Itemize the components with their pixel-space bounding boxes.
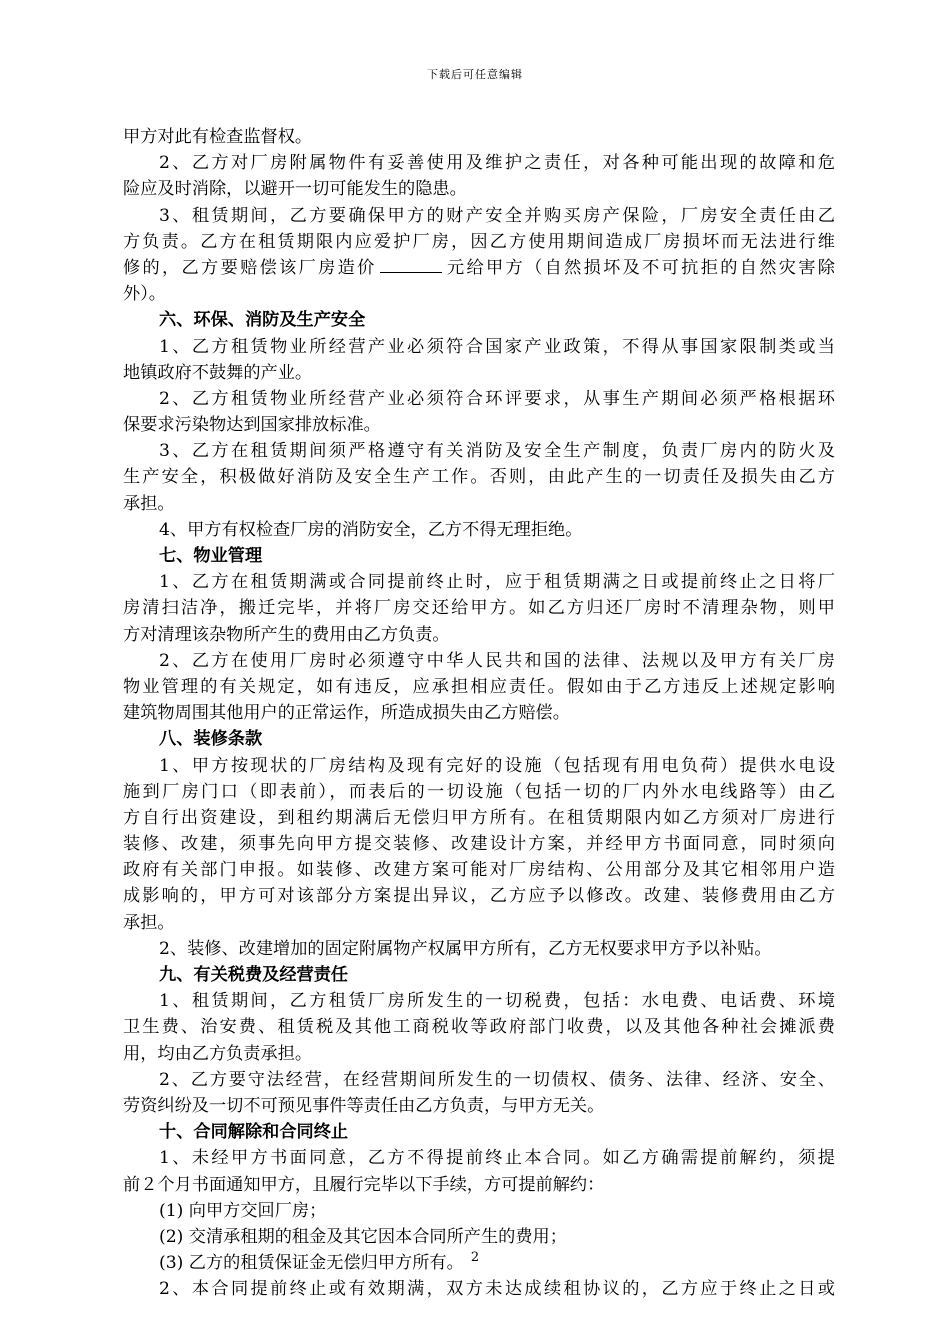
- text-line: [123, 595, 835, 621]
- line-text: 卫生费、治安费、租赁税及其他工商税收等政府部门收费，以及其他各种社会摊派费: [123, 1017, 835, 1038]
- text-line: [123, 229, 835, 255]
- text-line: [123, 857, 835, 883]
- line-text: 物业管理的有关规定，如有违反，应承担相应责任。假如由于乙方违反上述规定影响: [123, 676, 835, 697]
- text-line: [123, 622, 835, 648]
- line-text: 1、甲方按现状的厂房结构及现有完好的设施（包括现有用电负荷）提供水电设: [159, 755, 835, 776]
- line-text: 前２个月书面通知甲方，且履行完毕以下手续，方可提前解约：: [123, 1174, 605, 1195]
- text-line: [123, 360, 835, 386]
- text-line: [123, 203, 835, 229]
- line-text: 甲方对此有检查监督权。: [123, 127, 313, 147]
- text-line: [123, 1198, 835, 1224]
- text-line: [123, 491, 835, 517]
- line-text: 险应及时消除，以避开一切可能发生的隐患。: [123, 179, 467, 200]
- text-line: [123, 831, 835, 857]
- page-header: 下载后可任意编辑: [427, 68, 523, 81]
- line-text: 方负责。乙方在租赁期限内应爱护厂房，因乙方使用期间造成厂房损坏而无法进行维: [123, 231, 835, 252]
- text-line: [123, 1276, 835, 1302]
- line-text: 2、乙方租赁物业所经营产业必须符合环评要求，从事生产期间必须严格根据环: [159, 388, 835, 409]
- text-line: [123, 936, 835, 962]
- text-line: [123, 805, 835, 831]
- text-line: [123, 124, 835, 150]
- line-text: 1、乙方租赁物业所经营产业必须符合国家产业政策，不得从事国家限制类或当: [159, 336, 835, 357]
- line-text: 装修、改建，须事先向甲方提交装修、改建设计方案，并经甲方书面同意，同时须向: [123, 834, 835, 855]
- text-line: [123, 464, 835, 490]
- line-text: 1、未经甲方书面同意，乙方不得提前终止本合同。如乙方确需提前解约，须提: [159, 1148, 835, 1169]
- line-text: 九、有关税费及经营责任: [159, 965, 349, 985]
- line-text: (3) 乙方的租赁保证金无偿归甲方所有。: [159, 1253, 464, 1274]
- text-line: [123, 412, 835, 438]
- line-text-after-blank: 元给甲方（自然损坏及不可抗拒的自然灾害除: [444, 257, 835, 278]
- line-text: 修的，乙方要赔偿该厂房造价: [123, 257, 377, 278]
- text-line: [123, 176, 835, 202]
- line-text: 七、物业管理: [159, 546, 263, 566]
- text-line: [123, 910, 835, 936]
- line-text: 1、乙方在租赁期满或合同提前终止时，应于租赁期满之日或提前终止之日将厂: [159, 572, 835, 593]
- text-line: [123, 1224, 835, 1250]
- section-heading: [123, 307, 835, 333]
- line-text: 2、乙方要守法经营，在经营期间所发生的一切债权、债务、法律、经济、安全、: [159, 1069, 835, 1090]
- text-line: [123, 753, 835, 779]
- line-text: 2、乙方在使用厂房时必须遵守中华人民共和国的法律、法规以及甲方有关厂房: [159, 650, 835, 671]
- line-text: 3、乙方在租赁期间须严格遵守有关消防及安全生产制度，负责厂房内的防火及: [159, 441, 835, 462]
- page-number: 2: [470, 1250, 480, 1265]
- text-line: [123, 700, 835, 726]
- line-text: (2) 交清承租期的租金及其它因本合同所产生的费用；: [159, 1226, 567, 1247]
- section-heading: [123, 1119, 835, 1145]
- line-text: 建筑物周围其他用户的正常运作，所造成损失由乙方赔偿。: [123, 703, 570, 724]
- text-line: [123, 1093, 835, 1119]
- line-text: 六、环保、消防及生产安全: [159, 310, 366, 331]
- line-text: 3、租赁期间，乙方要确保甲方的财产安全并购买房产保险，厂房安全责任由乙: [159, 205, 835, 226]
- text-line: [123, 569, 835, 595]
- line-text: 生产安全，积极做好消防及安全生产工作。否则，由此产生的一切责任及损失由乙方: [123, 467, 835, 488]
- document-body: [123, 124, 835, 1302]
- line-text: 施到厂房门口（即表前），而表后的一切设施（包括一切的厂内外水电线路等）由乙: [123, 781, 835, 802]
- line-text: 方自行出资建设，到租约期满后无偿归甲方所有。在租赁期限内如乙方须对厂房进行: [123, 807, 835, 828]
- line-text: 房清扫洁净，搬迁完毕，并将厂房交还给甲方。如乙方归还厂房时不清理杂物，则甲: [123, 598, 835, 619]
- line-text: 十、合同解除和合同终止: [159, 1122, 349, 1143]
- line-text: 承担。: [123, 493, 175, 514]
- text-line: [123, 1145, 835, 1171]
- text-line: [123, 334, 835, 360]
- text-line: [123, 883, 835, 909]
- text-line: [123, 1172, 835, 1198]
- text-line: [123, 988, 835, 1014]
- line-text: 承担。: [123, 912, 175, 933]
- line-text: 政府有关部门申报。如装修、改建方案可能对厂房结构、公用部分及其它相邻用户造: [123, 860, 835, 881]
- text-line: [123, 648, 835, 674]
- line-text: 八、装修条款: [159, 729, 263, 750]
- line-text: 2、乙方对厂房附属物件有妥善使用及维护之责任，对各种可能出现的故障和危: [159, 153, 835, 174]
- text-line: [123, 1014, 835, 1040]
- line-text: 2、本合同提前终止或有效期满，双方未达成续租协议的，乙方应于终止之日或: [159, 1279, 835, 1300]
- text-line: [123, 150, 835, 176]
- text-line: [123, 281, 835, 307]
- text-line: [123, 779, 835, 805]
- line-text: 外）。: [123, 284, 166, 305]
- line-text: 1、租赁期间，乙方租赁厂房所发生的一切税费，包括：水电费、电话费、环境: [159, 991, 835, 1012]
- text-line: [123, 1067, 835, 1093]
- text-line: [123, 517, 835, 543]
- text-line: [123, 1041, 835, 1067]
- line-text: 劳资纠纷及一切不可预见事件等责任由乙方负责，与甲方无关。: [123, 1095, 605, 1116]
- text-line: [123, 674, 835, 700]
- line-text: 保要求污染物达到国家排放标准。: [123, 415, 381, 436]
- line-text: 4、甲方有权检查厂房的消防安全，乙方不得无理拒绝。: [159, 519, 583, 540]
- line-text: (1) 向甲方交回厂房；: [159, 1200, 327, 1221]
- section-heading: [123, 726, 835, 752]
- line-text: 成影响的，甲方可对该部分方案提出异议，乙方应予以修改。改建、装修费用由乙方: [123, 886, 835, 907]
- text-line: [123, 438, 835, 464]
- line-text: 用，均由乙方负责承担。: [123, 1043, 313, 1064]
- line-text: 2、装修、改建增加的固定附属物产权属甲方所有，乙方无权要求甲方予以补贴。: [159, 938, 772, 959]
- fill-in-blank[interactable]: [380, 255, 442, 273]
- section-heading: [123, 962, 835, 988]
- text-line: [123, 386, 835, 412]
- line-text: 地镇政府不鼓舞的产业。: [123, 362, 313, 383]
- text-line: [123, 255, 835, 281]
- section-heading: [123, 543, 835, 569]
- line-text: 方对清理该杂物所产生的费用由乙方负责。: [123, 624, 450, 645]
